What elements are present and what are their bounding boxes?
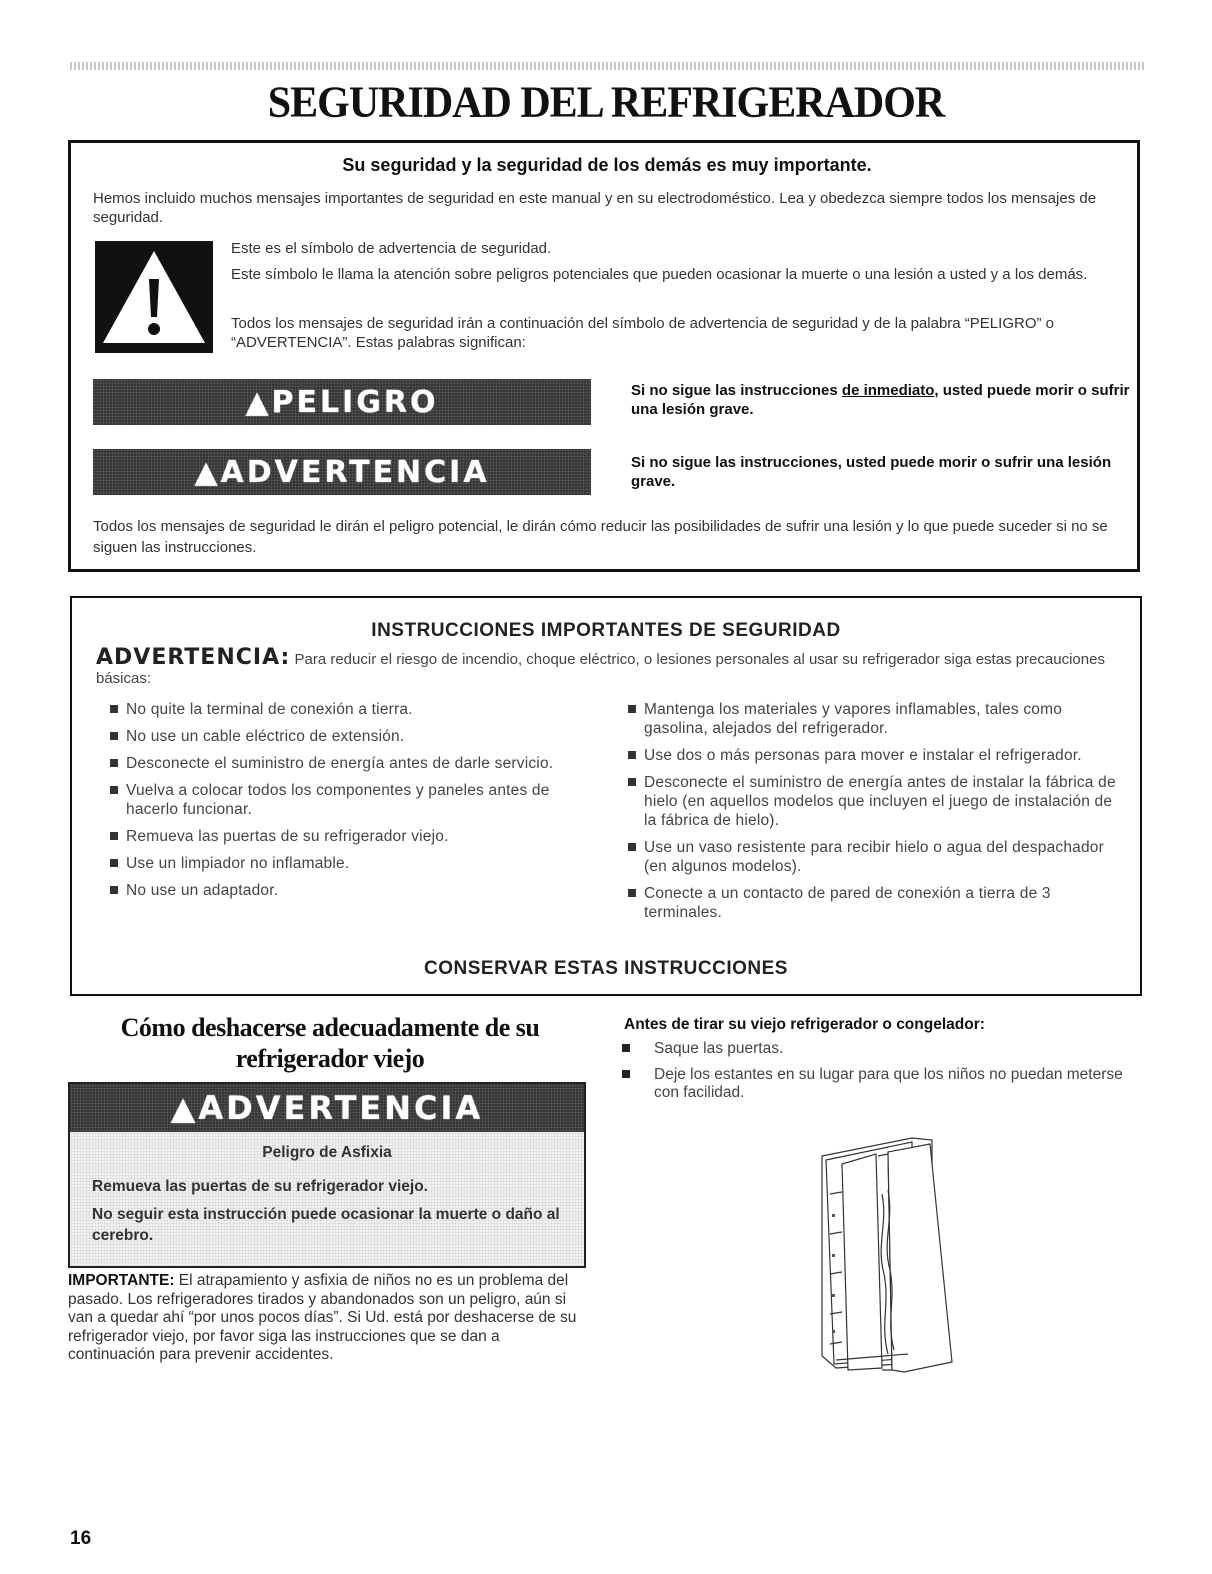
symbol-line-1: Este es el símbolo de advertencia de seguridad. <box>231 240 552 257</box>
advertencia-text: Para reducir el riesgo de incendio, choque eléctrico, o lesiones personales al usar su refrigerador siga estas precauciones básicas: <box>96 651 1105 687</box>
list-item: Desconecte el suministro de energía antes de darle servicio. <box>110 754 600 773</box>
list-item: Remueva las puertas de su refrigerador viejo. <box>110 827 600 846</box>
asphyxia-line-1: Remueva las puertas de su refrigerador viejo. <box>92 1178 428 1195</box>
bullet-icon <box>110 886 118 894</box>
peligro-description <box>631 381 1131 419</box>
advertencia-label: ADVERTENCIA: <box>96 645 291 670</box>
bullet-icon <box>628 751 636 759</box>
symbol-line-2: Este símbolo le llama la atención sobre peligros potenciales que pueden ocasionar la muerte o una lesión a usted y a los demás. <box>231 266 1088 283</box>
warning-triangle-icon: ▲ <box>194 454 221 490</box>
instructions-right-column <box>628 700 1118 930</box>
peligro-desc-underlined: de inmediato <box>841 382 935 399</box>
warning-triangle-icon <box>95 241 213 353</box>
warning-triangle-icon: ▲ <box>170 1089 199 1127</box>
top-rule <box>70 62 1146 70</box>
list-item: No use un cable eléctrico de extensión. <box>110 727 600 746</box>
safety-heading: Su seguridad y la seguridad de los demás es muy importante. <box>342 155 872 175</box>
list-item: No use un adaptador. <box>110 881 600 900</box>
peligro-label: PELIGRO <box>271 384 439 420</box>
page-title: SEGURIDAD DEL REFRIGERADOR <box>267 78 945 128</box>
bullet-icon <box>628 843 636 851</box>
refrigerator-illustration <box>812 1134 972 1374</box>
importante-paragraph <box>68 1272 588 1365</box>
bullet-icon <box>628 778 636 786</box>
list-item: Desconecte el suministro de energía antes de instalar la fábrica de hielo (en aquellos modelos que incluyen el juego de instalación de la fábrica de hielo). <box>628 773 1118 830</box>
instructions-heading: INSTRUCCIONES IMPORTANTES DE SEGURIDAD <box>371 620 841 641</box>
peligro-desc-pre: Si no sigue las instrucciones <box>631 382 842 399</box>
advertencia-description: Si no sigue las instrucciones, usted puede morir o sufrir una lesión grave. <box>631 454 1112 490</box>
instructions-footer: CONSERVAR ESTAS INSTRUCCIONES <box>424 958 788 979</box>
asphyxia-line-2: No seguir esta instrucción puede ocasionar la muerte o daño al cerebro. <box>92 1206 560 1244</box>
disposal-title: Cómo deshacerse adecuadamente de su refrigerador viejo <box>120 1013 540 1073</box>
list-item: No quite la terminal de conexión a tierra. <box>110 700 600 719</box>
advertencia-signal-bar <box>70 1084 584 1132</box>
bullet-icon <box>110 759 118 767</box>
bullet-icon <box>110 859 118 867</box>
advertencia-label: ADVERTENCIA <box>220 454 490 490</box>
asphyxia-warning-box <box>68 1082 586 1268</box>
instructions-intro <box>96 645 1116 688</box>
list-item: Use un vaso resistente para recibir hielo o agua del despachador (en algunos modelos). <box>628 838 1118 876</box>
peligro-desc-post: , usted puede morir o sufrir una lesión grave. <box>631 382 1130 418</box>
before-disposal-list <box>622 1040 1142 1110</box>
list-item: Vuelva a colocar todos los componentes y paneles antes de hacerlo funcionar. <box>110 781 600 819</box>
list-item: Use dos o más personas para mover e instalar el refrigerador. <box>628 746 1118 765</box>
before-disposal-heading: Antes de tirar su viejo refrigerador o congelador: <box>624 1016 985 1033</box>
page-number: 16 <box>70 1528 92 1549</box>
importante-text: El atrapamiento y asfixia de niños no es un problema del pasado. Los refrigeradores tirados y abandonados son un peligro, aún si van a quedar ahí “por unos pocos días”. Si Ud. está por deshacerse de su refrigerador viejo, por favor siga las instrucciones que se dan a continuación para prevenir accidentes. <box>68 1272 577 1363</box>
list-item: Use un limpiador no inflamable. <box>110 854 600 873</box>
peligro-signal-bar <box>93 379 591 425</box>
importante-label: IMPORTANTE: <box>68 1272 175 1289</box>
list-item: Saque las puertas. <box>622 1040 1142 1058</box>
bullet-icon <box>110 705 118 713</box>
list-item: Deje los estantes en su lugar para que los niños no puedan meterse con facilidad. <box>622 1066 1142 1102</box>
asphyxia-heading: Peligro de Asfixia <box>262 1144 392 1161</box>
bullet-icon <box>622 1070 630 1078</box>
warning-triangle-icon: ▲ <box>245 384 272 420</box>
bullet-icon <box>110 832 118 840</box>
advertencia-label: ADVERTENCIA <box>198 1089 484 1127</box>
list-item: Conecte a un contacto de pared de conexión a tierra de 3 terminales. <box>628 884 1118 922</box>
bullet-icon <box>628 705 636 713</box>
safety-box <box>68 140 1140 572</box>
bullet-icon <box>110 732 118 740</box>
safety-intro: Hemos incluido muchos mensajes importantes de seguridad en este manual y en su electrodoméstico. Lea y obedezca siempre todos los mensajes de seguridad. <box>93 190 1097 226</box>
instructions-left-column <box>110 700 600 908</box>
bullet-icon <box>628 889 636 897</box>
safety-footer: Todos los mensajes de seguridad le dirán el peligro potencial, le dirán cómo reducir las posibilidades de sufrir una lesión y lo que puede suceder si no se siguen las instrucciones. <box>93 518 1108 556</box>
symbol-line-3: Todos los mensajes de seguridad irán a continuación del símbolo de advertencia de seguridad y de la palabra “PELIGRO” o “ADVERTENCIA”. Estas palabras significan: <box>231 315 1054 351</box>
bullet-icon <box>110 786 118 794</box>
instructions-box <box>70 596 1142 996</box>
list-item: Mantenga los materiales y vapores inflamables, tales como gasolina, alejados del refrigerador. <box>628 700 1118 738</box>
bullet-icon <box>622 1044 630 1052</box>
advertencia-signal-bar <box>93 449 591 495</box>
